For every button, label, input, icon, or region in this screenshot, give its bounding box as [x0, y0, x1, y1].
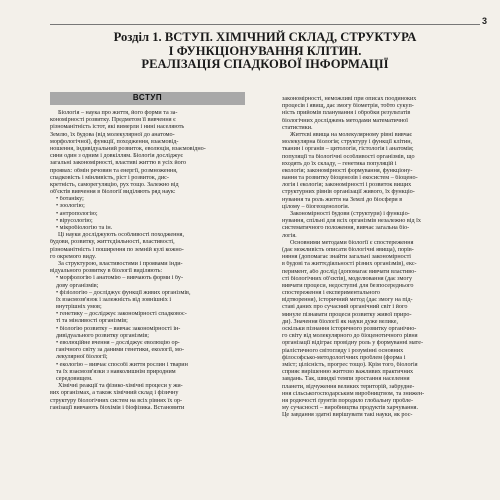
text-line: • еволюційне вчення – досліджує еволюцію ор-	[56, 340, 180, 346]
text-line: Біологія – наука про життя, його форми та за-	[58, 110, 178, 116]
text-line: ння сільськогосподарським виробництвом, та знижен-	[282, 390, 425, 397]
text-line: систематичного положення, вивчає загальна біо-	[282, 225, 410, 232]
text-line: • генетику – досліджує закономірності спадковос-	[56, 311, 187, 318]
text-line: перимент, або дослід (допомагає вивчати властиво-	[282, 268, 417, 275]
text-line: Землю, їх будова (від молекулярної до анатомо-	[50, 131, 175, 138]
text-line: нування, спільні для всіх організмів незалежно від їх	[282, 218, 421, 225]
text-line: • морфологію і анатомію – вивчають форми і бу-	[56, 275, 184, 282]
text-line: • біологію розвитку – вивчає закономірності ін-	[56, 325, 181, 332]
text-line: молекулярна біологія; структуру і функції клітин,	[282, 139, 413, 146]
text-line: минуле пізнавати процеси розвитку живої приро-	[282, 311, 412, 318]
text-line: проявах: обмін речовин та енергії, розмноження,	[50, 167, 178, 174]
left-text-column	[50, 110, 247, 412]
text-line: • екологію – вивчає способі життя рослин і тварин	[56, 361, 188, 368]
text-line: будови, розвитку, життєдіяльності, властивості,	[50, 239, 175, 246]
text-line: лекулярної біології;	[56, 354, 108, 361]
text-line: сті біологічних об'єктів), моделювання (дає змогу	[282, 275, 413, 282]
text-line: • зоологію;	[56, 203, 85, 210]
text-line: кономірності розвитку. Предметом її вивчення є	[50, 117, 176, 124]
text-line: об'єктів вивчення в біології виділяють ряд наук:	[50, 189, 176, 196]
text-line: філософсько-методологічних проблем (форма і	[282, 354, 406, 361]
text-line: нування та роль життя на Землі до біосфери в	[282, 196, 403, 203]
text-line: ті та мінливості організмів;	[56, 318, 128, 325]
text-line: цілому – біогеоценологія.	[282, 203, 350, 210]
text-line: загальні закономірності, властиві життю в усіх його	[50, 160, 187, 167]
text-line: структуру біологічних систем на всіх рівнях їх ор-	[50, 397, 183, 404]
text-line: екологія; закономірності формування, функціону-	[282, 167, 413, 174]
text-line: організації відіграє провідну роль у формуванні мате-	[282, 340, 423, 347]
text-line: планети, відчуження великих територій, забрудне-	[282, 383, 415, 390]
text-line: • антропологію;	[56, 210, 98, 217]
text-line: тканин і органів – цитологія, гістологія і анатомія;	[282, 146, 414, 153]
text-line: го світу від молекулярного до біоценотичного рівня	[282, 333, 418, 340]
right-text-column	[282, 96, 480, 419]
text-line: зміст; цілісність, прогрес тощо). Крім того, біологія	[282, 361, 418, 368]
page-number: 3	[482, 16, 488, 26]
text-line: закономірності, неможливі при описах поодиноких	[282, 96, 417, 102]
text-line: середовищем.	[56, 375, 93, 382]
text-line: ганізації вивчають біохімія і біофізика. Встановити	[50, 404, 185, 411]
text-line: їх взаємозв'язок і залежність від зовнішніх і	[56, 296, 172, 303]
text-line: спадковість і мінливість, ріст і розвиток, дис-	[50, 174, 169, 181]
text-line: сприяє вирішенню життєво важливих практичних	[282, 369, 414, 376]
text-line: Це завдання здатні вирішувати такі науки, як рос-	[282, 412, 413, 419]
text-line: ставі даних про сучасний органічний світ і його	[282, 304, 408, 311]
text-line: Хімічні реакції та фізико-хімічні процеси у жи-	[58, 383, 183, 390]
text-line: му сучасності – виробництва продуктів харчування.	[282, 405, 419, 412]
text-line: дову організмів;	[56, 282, 99, 289]
text-line: ношення, індивідуальний розвиток, еволюція, взаємовідно-	[50, 145, 206, 152]
text-line: структурних рівнів організації живого, їх функціо-	[282, 189, 415, 196]
text-line: процесів і явищ, дає змогу біометрія, тобто сукуп-	[282, 103, 414, 110]
text-line: Основними методами біології є спостереження	[290, 239, 414, 246]
text-line: вання та розвитку біоценозів і екосистем – біоцено-	[282, 175, 418, 182]
text-line: • мікробіологію та ін.	[56, 225, 113, 231]
section-title: ВСТУП	[132, 93, 163, 102]
text-line: сини один з одним і довкіллям. Біологія досліджує	[50, 153, 184, 160]
chapter-title-line: РЕАЛІЗАЦІЯ СПАДКОВОЇ ІНФОРМАЦІЇ	[141, 57, 389, 72]
text-line: входять до їх складу, – генетика популяцій і	[282, 160, 397, 167]
text-line: ди). Значення біології як науки дуже велике,	[282, 318, 399, 325]
text-line: ганічного світу за даними генетики, екології, мо-	[56, 347, 185, 354]
text-line: популяції та біологічні особливості організмів, що	[282, 153, 415, 160]
text-line: го окремого виду.	[50, 253, 97, 260]
chapter-title-line: І ФУНКЦІОНУВАННЯ КЛІТИН.	[168, 43, 362, 58]
text-line: ня родючості ґрунтів породило глобальну пробле-	[282, 397, 414, 404]
text-line: • фізіологію – досліджує функції живих організмів,	[56, 289, 191, 296]
text-line: кретність, саморегуляцію, рух тощо. Залежно від	[50, 181, 179, 188]
chapter-title	[50, 31, 480, 72]
text-line: відтворення), історичний метод (дає змогу на під-	[282, 297, 413, 304]
text-line: оскільки пізнання історичного розвитку органічно-	[282, 326, 417, 332]
header-rule	[50, 24, 480, 25]
text-line: спостереження і експериментального	[282, 290, 380, 297]
text-line: няння (допомагає знайти загальні закономірності	[282, 254, 411, 261]
text-line: (дає можливість описати біологічні явища), порів-	[282, 246, 414, 253]
text-line: та їх взаємозв'язки з навколишнім природним	[56, 368, 176, 375]
text-line: дивідуального розвитку організмів;	[56, 332, 149, 339]
text-line: • ботаніку;	[56, 196, 84, 203]
text-line: внутрішніх умов;	[56, 304, 102, 311]
text-line: відуального розвитку в біології виділяють:	[50, 268, 163, 275]
text-line: морфологічної), функції, походження, взаємовід-	[50, 138, 179, 145]
text-line: Ці науки досліджують особливості походження,	[58, 232, 185, 239]
text-line: За структурою, властивостями і проявами інди-	[58, 260, 183, 267]
text-line: різноманітність істот, які вимерли і нині населяють	[50, 124, 185, 131]
text-line: різноманітність і поширення по земній кулі кожно-	[50, 246, 184, 253]
text-line: завдань. Так, швидкі темпи зростання населення	[282, 376, 410, 383]
text-line: ріалістичного світогляду і розумінні основних	[282, 347, 404, 354]
text-line: логія.	[282, 232, 297, 239]
text-line: • вірусологію;	[56, 217, 93, 224]
chapter-title-line: Розділ 1. ВСТУП. ХІМІЧНИЙ СКЛАД, СТРУКТУРА	[113, 30, 417, 44]
text-line: в будові та життєдіяльності різних організмів), екс-	[282, 261, 417, 268]
text-line: статистики.	[282, 124, 313, 131]
text-line: біологічних досліджень методами математичної	[282, 117, 408, 124]
text-line: ність прийомів планування і обробки результатів	[282, 110, 411, 117]
text-line: Закономірності будови (структури) і функціо-	[290, 211, 410, 217]
text-line: вивчати процеси, недоступні для безпосереднього	[282, 282, 414, 289]
text-line: Життєві явища на молекулярному рівні вивчає	[290, 131, 413, 138]
text-line: вих організмах, а також хімічний склад і фізичну	[50, 390, 179, 397]
text-line: логія і екологія; закономірності і розвиток вищих	[282, 182, 412, 189]
